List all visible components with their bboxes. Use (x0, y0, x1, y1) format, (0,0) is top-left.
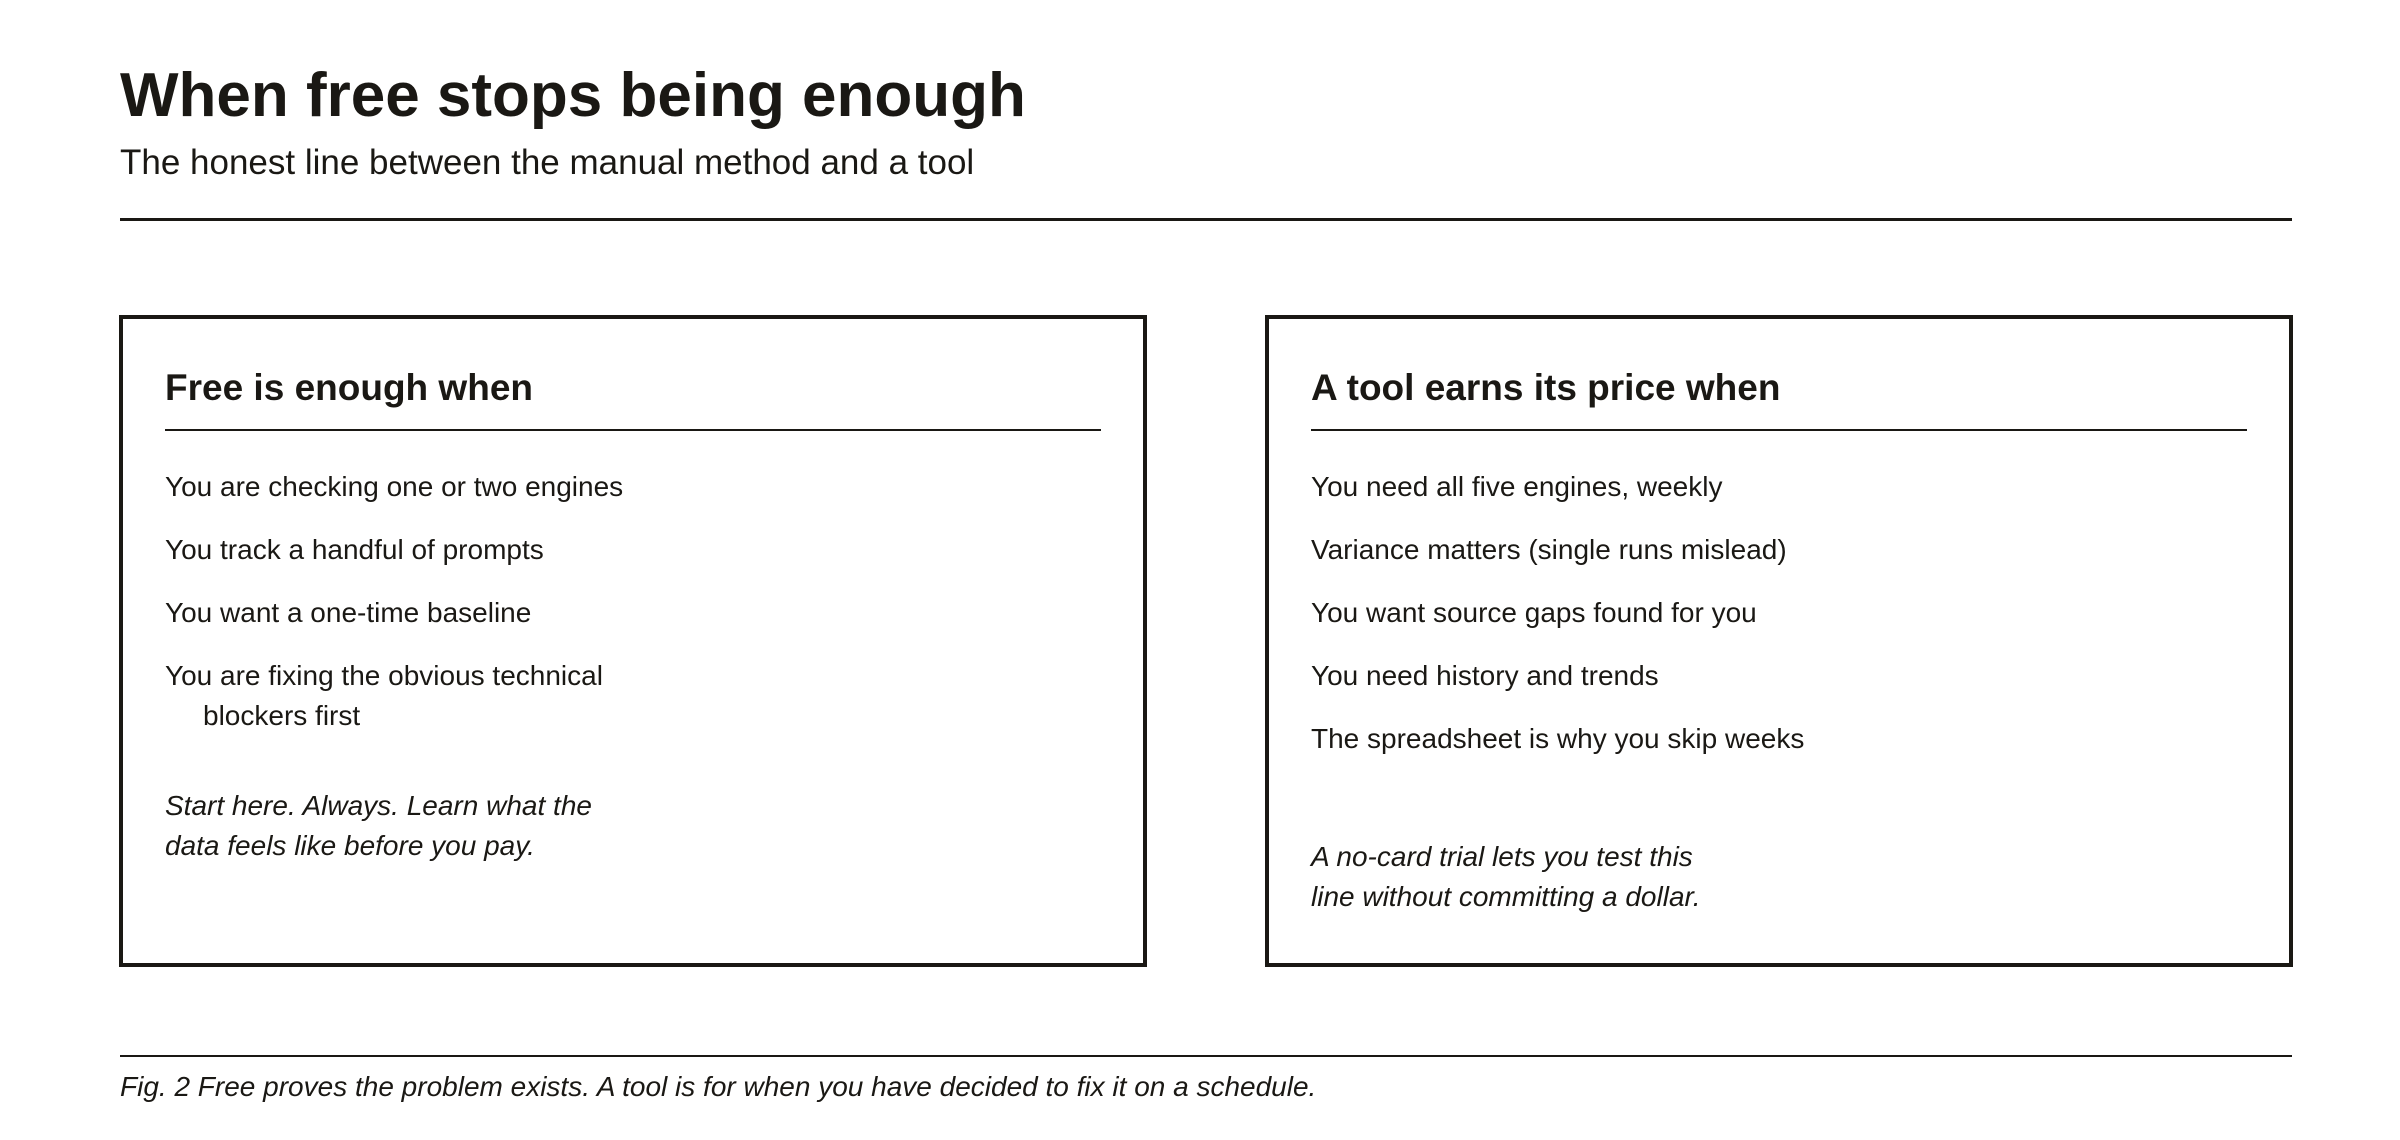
tool-earns-divider (1311, 429, 2247, 431)
free-enough-panel (119, 315, 1147, 967)
list-item: You track a handful of prompts (165, 534, 544, 565)
free-enough-divider (165, 429, 1101, 431)
page-subtitle: The honest line between the manual method and a tool (120, 143, 975, 182)
list-item: You are fixing the obvious technical blockers first (165, 660, 603, 731)
page-title: When free stops being enough (120, 61, 1026, 130)
free-enough-note: Start here. Always. Learn what the data feels like before you pay. (165, 790, 592, 861)
list-item: You are checking one or two engines (165, 471, 624, 502)
tool-earns-list (1311, 467, 2211, 782)
free-enough-heading: Free is enough when (165, 367, 533, 408)
list-item: Variance matters (single runs mislead) (1311, 534, 1787, 565)
list-item: You need history and trends (1311, 660, 1659, 691)
tool-earns-panel (1265, 315, 2293, 967)
header-divider (120, 218, 2292, 221)
list-item: The spreadsheet is why you skip weeks (1311, 723, 1805, 754)
list-item: You need all five engines, weekly (1311, 471, 1723, 502)
footer-divider (120, 1055, 2292, 1057)
tool-earns-heading: A tool earns its price when (1311, 367, 1781, 408)
tool-earns-note: A no-card trial lets you test this line without committing a dollar. (1311, 841, 1701, 912)
list-item: You want a one-time baseline (165, 597, 532, 628)
free-enough-list (165, 467, 1065, 759)
list-item: You want source gaps found for you (1311, 597, 1757, 628)
figure-caption: Fig. 2 Free proves the problem exists. A tool is for when you have decided to fix it on a schedule. (120, 1071, 1317, 1102)
